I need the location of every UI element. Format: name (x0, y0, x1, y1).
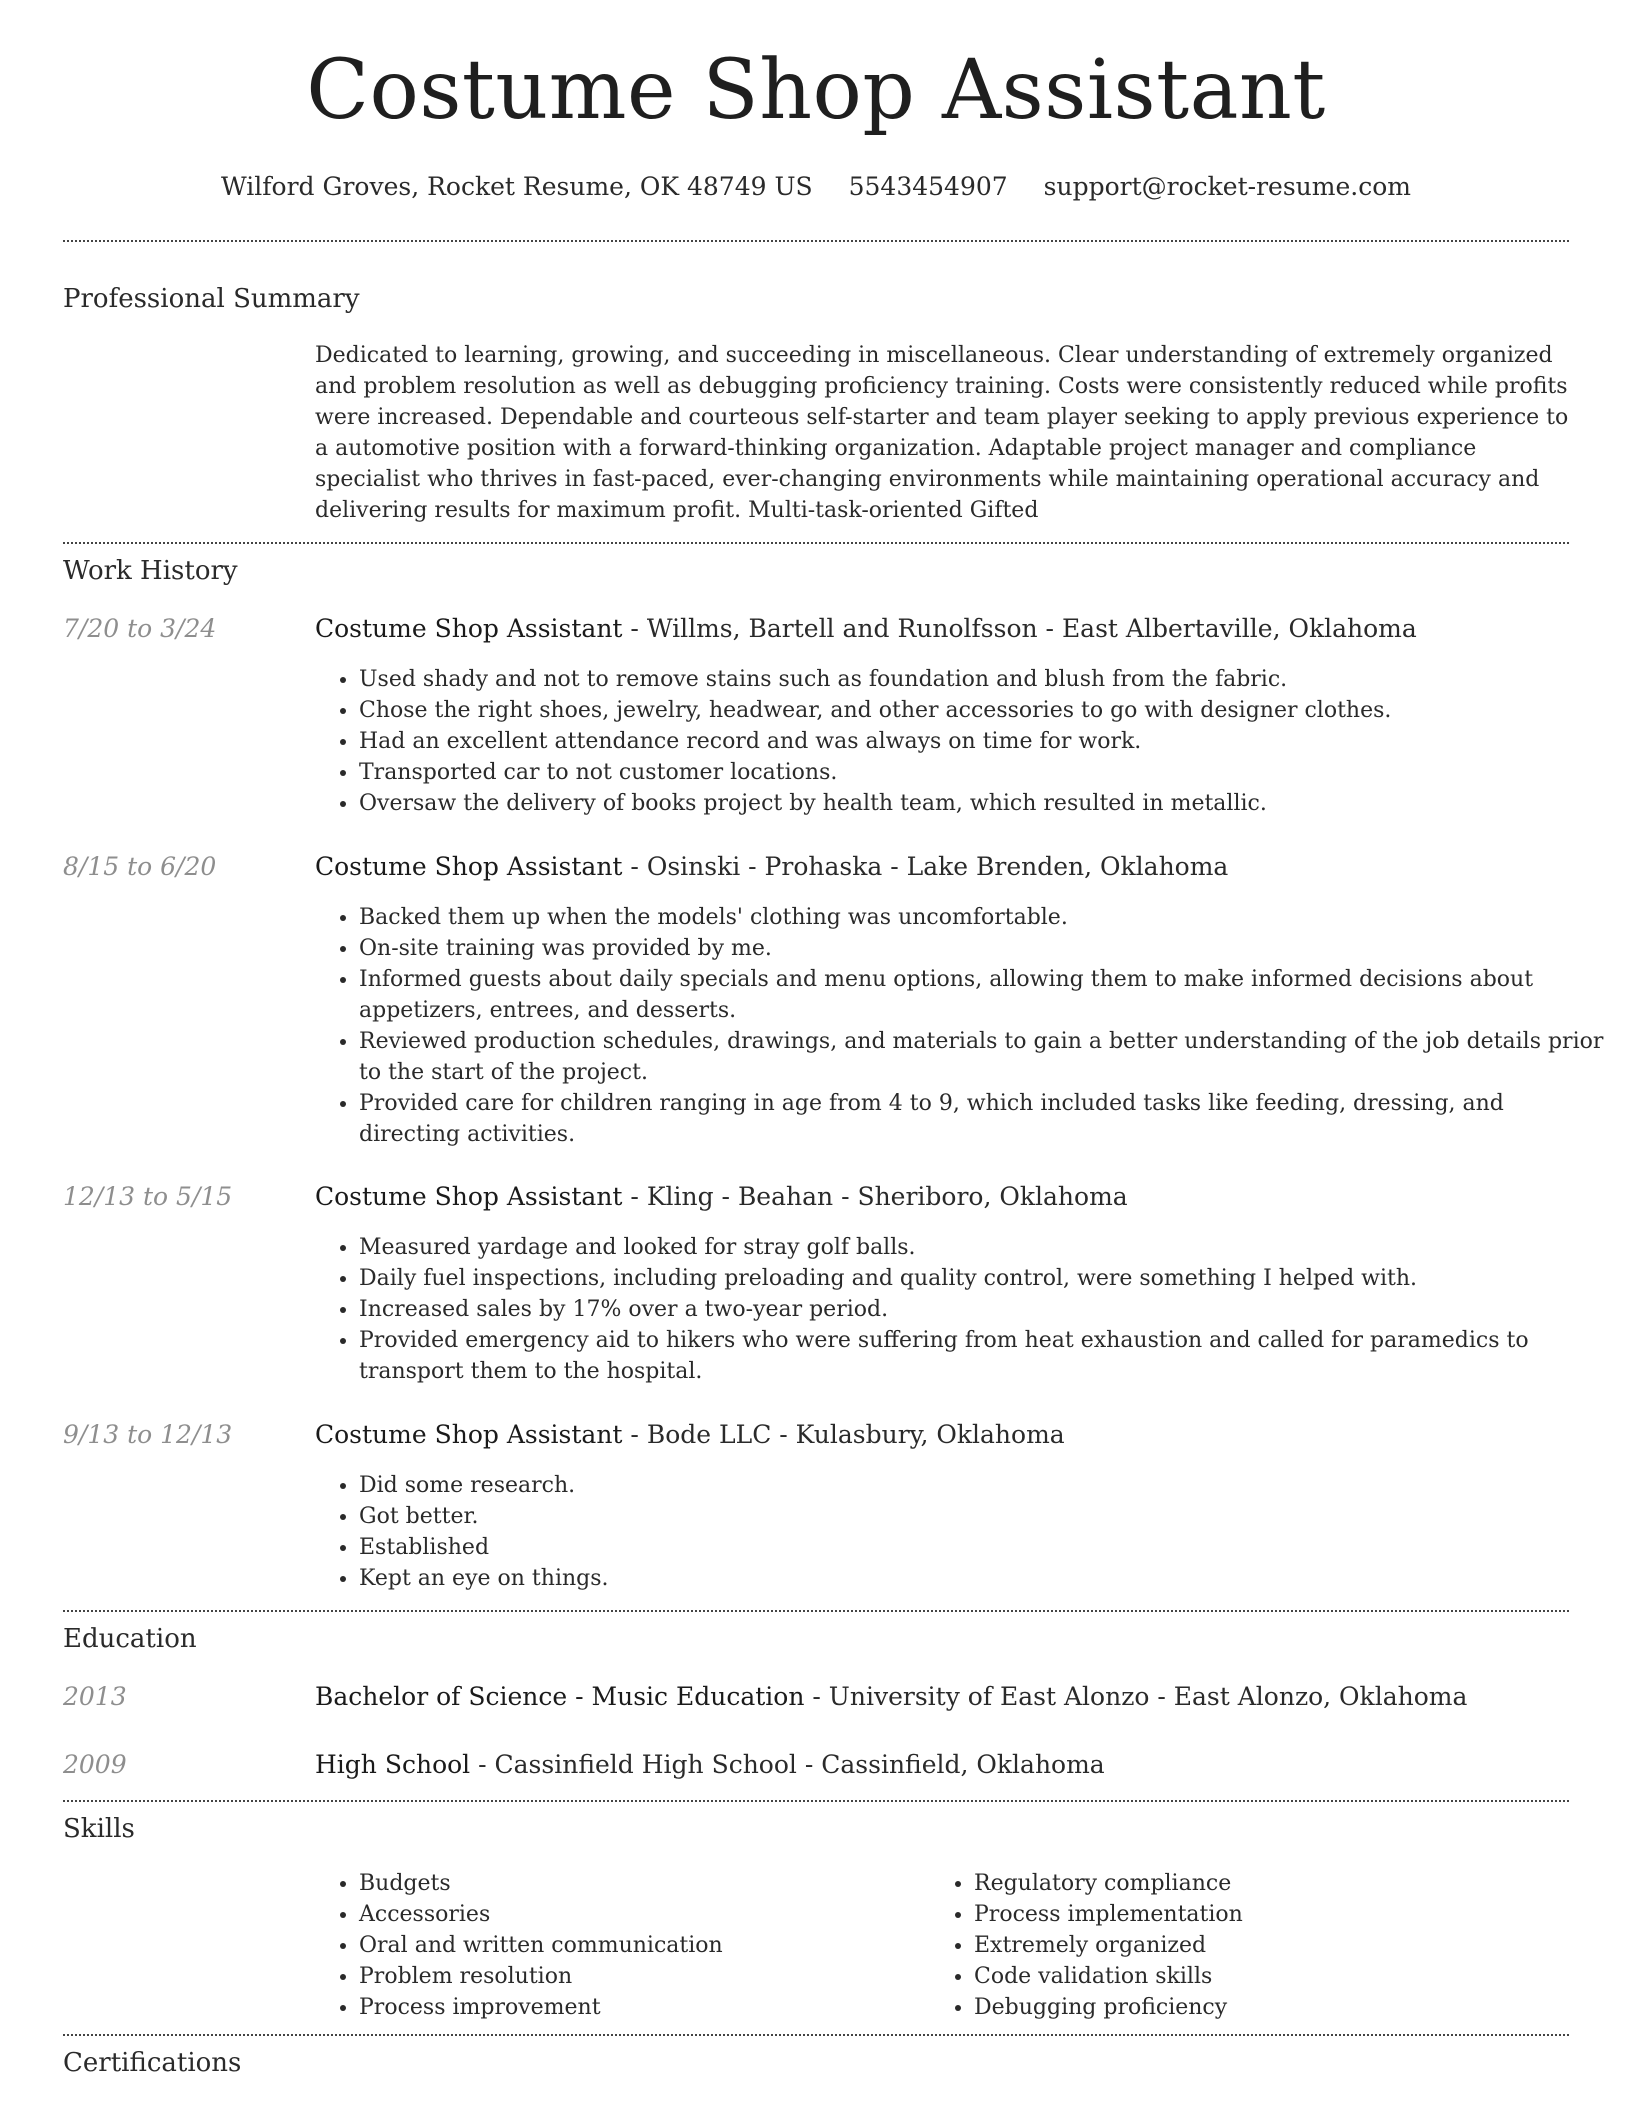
work-history-heading: Work History (63, 556, 238, 586)
job-details: - Kling - Beahan - Sheriboro, Oklahoma (622, 1182, 1128, 1211)
job-bullet: • Provided emergency aid to hikers who were suffering from heat exhaustion and called for paramedics to transport them to the hospital. (359, 1325, 1609, 1387)
education-degree: Bachelor of Science - Music Education (315, 1682, 805, 1711)
skill-item: • Code validation skills (974, 1961, 1574, 1992)
job-bullet: • Did some research. (359, 1470, 1609, 1501)
job-bullets (315, 1470, 1609, 1594)
contact-email: support@rocket-resume.com (1043, 172, 1411, 201)
job-bullet: • Had an excellent attendance record and was always on time for work. (359, 726, 1609, 757)
job-bullet: • Measured yardage and looked for stray golf balls. (359, 1232, 1609, 1263)
education-degree: High School (315, 1750, 471, 1779)
job-role: Costume Shop Assistant (315, 852, 623, 881)
skill-item: • Extremely organized (974, 1930, 1574, 1961)
skills-list-right (930, 1868, 1574, 2023)
certifications-heading: Certifications (63, 2048, 242, 2078)
job-bullet: • Provided care for children ranging in age from 4 to 9, which included tasks like feeding, dressing, and directing activities. (359, 1088, 1609, 1150)
education-heading: Education (63, 1624, 197, 1654)
skills-heading: Skills (63, 1814, 135, 1844)
job-bullet: • Kept an eye on things. (359, 1563, 1609, 1594)
contact-address: Wilford Groves, Rocket Resume, OK 48749 US (221, 172, 813, 201)
contact-phone: 5543454907 (848, 172, 1008, 201)
job-title (315, 1180, 1571, 1214)
job-role: Costume Shop Assistant (315, 1420, 623, 1449)
resume-title: Costume Shop Assistant (306, 43, 1326, 138)
skill-item: • Debugging proficiency (974, 1992, 1574, 2023)
education-entry (315, 1680, 1571, 1714)
skill-item: • Process implementation (974, 1899, 1574, 1930)
job-title (315, 850, 1571, 884)
skill-item: • Process improvement (359, 1992, 919, 2023)
job-bullet: • Used shady and not to remove stains such as foundation and blush from the fabric. (359, 664, 1609, 695)
job-details: - Willms, Bartell and Runolfsson - East Albertaville, Oklahoma (622, 614, 1417, 643)
job-bullets (315, 1232, 1609, 1387)
summary-heading: Professional Summary (63, 284, 360, 314)
job-bullet: • Established (359, 1532, 1609, 1563)
skill-item: • Accessories (359, 1899, 919, 1930)
education-year: 2013 (63, 1682, 127, 1711)
section-divider (63, 240, 1569, 242)
job-bullet: • Daily fuel inspections, including preloading and quality control, were something I helped with. (359, 1263, 1609, 1294)
job-bullets (315, 664, 1609, 819)
section-divider (63, 1610, 1569, 1612)
skills-list-left (315, 1868, 919, 2023)
skill-item: • Oral and written communication (359, 1930, 919, 1961)
education-details: - University of East Alonzo - East Alonzo, Oklahoma (804, 1682, 1468, 1711)
job-bullet: • Informed guests about daily specials and menu options, allowing them to make informed decisions about appetizers, entrees, and desserts. (359, 964, 1609, 1026)
job-bullet: • Chose the right shoes, jewelry, headwear, and other accessories to go with designer clothes. (359, 695, 1609, 726)
job-bullet: • Transported car to not customer locations. (359, 757, 1609, 788)
job-dates: 7/20 to 3/24 (63, 614, 217, 643)
education-details: - Cassinfield High School - Cassinfield, Oklahoma (470, 1750, 1105, 1779)
job-bullets (315, 902, 1609, 1150)
job-role: Costume Shop Assistant (315, 614, 623, 643)
contact-line (0, 170, 1632, 204)
skill-item: • Regulatory compliance (974, 1868, 1574, 1899)
section-divider (63, 2034, 1569, 2036)
job-bullet: • Oversaw the delivery of books project by health team, which resulted in metallic. (359, 788, 1609, 819)
job-dates: 9/13 to 12/13 (63, 1420, 233, 1449)
job-details: - Bode LLC - Kulasbury, Oklahoma (622, 1420, 1065, 1449)
summary-text: Dedicated to learning, growing, and succeeding in miscellaneous. Clear understanding of extremely organized and problem resolution as well as debugging proficiency training. Costs were consistently reduced while profits were increased. Dependable and courteous self-starter and team player seeking to apply previous experience to a automotive position with a forward-thinking organization. Adaptable project manager and compliance specialist who thrives in fast-paced, ever-changing environments while maintaining operational accuracy and delivering results for maximum profit. Multi-task-oriented Gifted (315, 343, 1569, 523)
job-bullet: • Backed them up when the models' clothing was uncomfortable. (359, 902, 1609, 933)
job-role: Costume Shop Assistant (315, 1182, 623, 1211)
job-title (315, 612, 1571, 646)
section-divider (63, 1800, 1569, 1802)
job-title (315, 1418, 1571, 1452)
education-entry (315, 1748, 1571, 1782)
job-bullet: • Got better. (359, 1501, 1609, 1532)
job-bullet: • On-site training was provided by me. (359, 933, 1609, 964)
job-bullet: • Reviewed production schedules, drawings, and materials to gain a better understanding of the job details prior to the start of the project. (359, 1026, 1609, 1088)
skill-item: • Budgets (359, 1868, 919, 1899)
section-divider (63, 542, 1569, 544)
job-dates: 8/15 to 6/20 (63, 852, 217, 881)
education-year: 2009 (63, 1750, 127, 1779)
job-bullet: • Increased sales by 17% over a two-year period. (359, 1294, 1609, 1325)
job-dates: 12/13 to 5/15 (63, 1182, 233, 1211)
job-details: - Osinski - Prohaska - Lake Brenden, Oklahoma (622, 852, 1229, 881)
skill-item: • Problem resolution (359, 1961, 919, 1992)
